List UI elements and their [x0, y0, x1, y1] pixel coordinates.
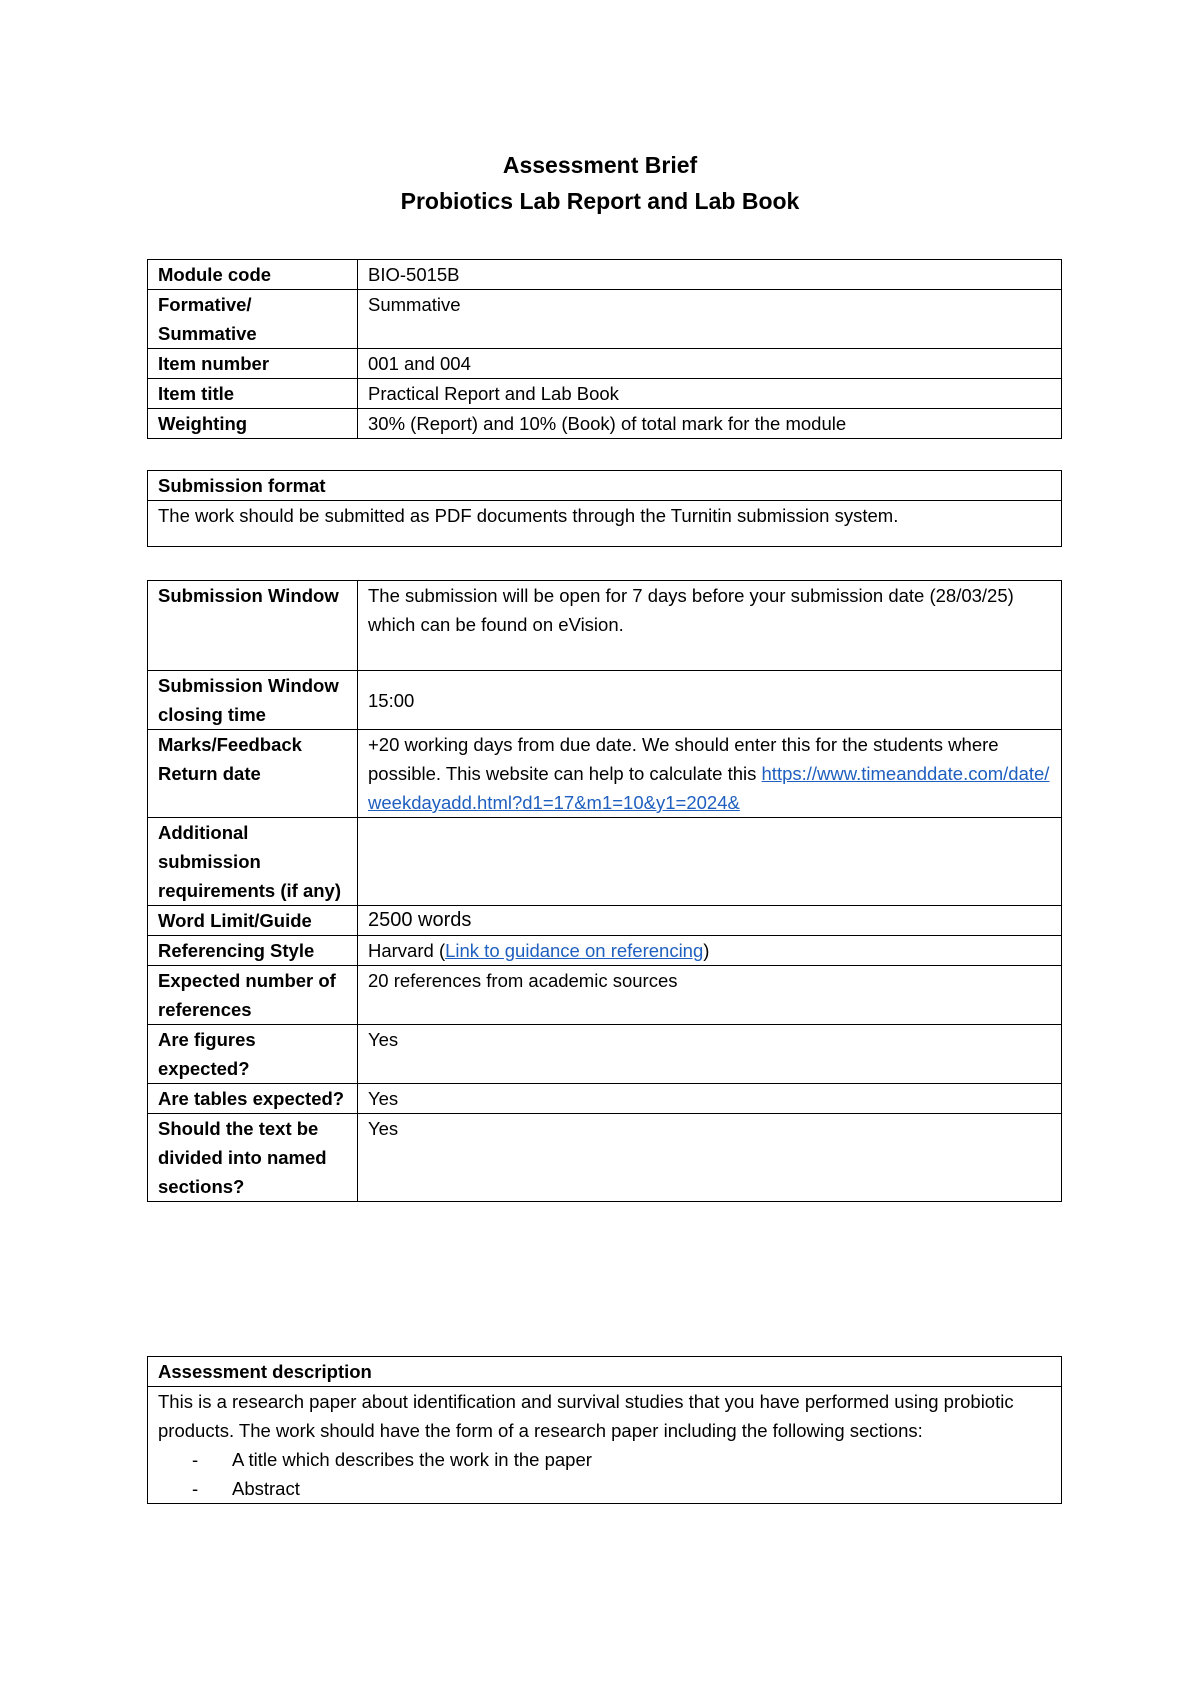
referencing-suffix: ) — [703, 940, 710, 961]
row-label: Submission Window — [148, 581, 358, 671]
table-row — [148, 936, 1062, 966]
submission-details-table — [147, 580, 1062, 1202]
row-label: Formative/ Summative — [148, 290, 358, 349]
row-label: Submission Window closing time — [148, 671, 358, 730]
table-row — [148, 818, 1062, 906]
table-row — [148, 1025, 1062, 1084]
submission-format-text: The work should be submitted as PDF documents through the Turnitin submission system. — [148, 501, 1062, 547]
feedback-text: +20 working days from due date. We should enter this for the students where possible. This website can help to calculate this — [368, 734, 999, 784]
table-row — [148, 906, 1062, 936]
table-row — [148, 349, 1062, 379]
row-label: Item title — [148, 379, 358, 409]
assessment-description-table — [147, 1356, 1062, 1504]
document-title: Assessment Brief — [502, 152, 698, 178]
row-value: Yes — [358, 1084, 1062, 1114]
sections-list — [158, 1445, 1051, 1503]
table-row — [148, 379, 1062, 409]
row-label: Referencing Style — [148, 936, 358, 966]
row-value: Practical Report and Lab Book — [358, 379, 1062, 409]
table-row — [148, 671, 1062, 730]
row-label: Module code — [148, 260, 358, 290]
table-row — [148, 501, 1062, 547]
row-label: Marks/Feedback Return date — [148, 730, 358, 818]
row-label: Are tables expected? — [148, 1084, 358, 1114]
row-label: Additional submission requirements (if any) — [148, 818, 358, 906]
table-row — [148, 409, 1062, 439]
row-label: Should the text be divided into named sections? — [148, 1114, 358, 1202]
row-label: Expected number of references — [148, 966, 358, 1025]
row-label: Item number — [148, 349, 358, 379]
table-row — [148, 1114, 1062, 1202]
row-value: Summative — [358, 290, 1062, 349]
table-row — [148, 730, 1062, 818]
row-value: 001 and 004 — [358, 349, 1062, 379]
row-label: Are figures expected? — [148, 1025, 358, 1084]
row-value: BIO-5015B — [358, 260, 1062, 290]
row-value: 30% (Report) and 10% (Book) of total mark for the module — [358, 409, 1062, 439]
table-row — [148, 1357, 1062, 1387]
row-value: 20 references from academic sources — [358, 966, 1062, 1025]
row-value: Yes — [358, 1025, 1062, 1084]
row-label: Weighting — [148, 409, 358, 439]
assessment-description-body — [148, 1387, 1062, 1504]
row-value — [358, 936, 1062, 966]
referencing-guidance-link[interactable]: Link to guidance on referencing — [445, 940, 704, 961]
submission-format-heading: Submission format — [148, 471, 1062, 501]
table-row — [148, 290, 1062, 349]
submission-format-table — [147, 470, 1062, 547]
row-value: 15:00 — [358, 671, 1062, 730]
referencing-prefix: Harvard ( — [368, 940, 446, 961]
list-item: - A title which describes the work in the paper — [158, 1445, 1051, 1474]
table-row — [148, 260, 1062, 290]
assessment-description-text: This is a research paper about identification and survival studies that you have performed using probiotic products. The work should have the form of a research paper including the following sections: — [158, 1391, 1014, 1441]
list-item: - Abstract — [158, 1474, 1051, 1503]
table-row — [148, 1387, 1062, 1504]
table-row — [148, 966, 1062, 1025]
module-info-table — [147, 259, 1062, 439]
row-value: 2500 words — [358, 906, 1062, 936]
row-value — [358, 730, 1062, 818]
timeanddate-link[interactable]: https://www.timeanddate.com/date/weekdayadd.html?d1=17&m1=10&y1=2024& — [368, 763, 1050, 813]
row-value — [358, 818, 1062, 906]
table-row — [148, 1084, 1062, 1114]
table-row — [148, 471, 1062, 501]
row-value: Yes — [358, 1114, 1062, 1202]
assessment-description-heading: Assessment description — [148, 1357, 1062, 1387]
row-value: The submission will be open for 7 days before your submission date (28/03/25) which can be found on eVision. — [358, 581, 1062, 671]
row-label: Word Limit/Guide — [148, 906, 358, 936]
document-subtitle: Probiotics Lab Report and Lab Book — [400, 188, 800, 214]
table-row — [148, 581, 1062, 671]
